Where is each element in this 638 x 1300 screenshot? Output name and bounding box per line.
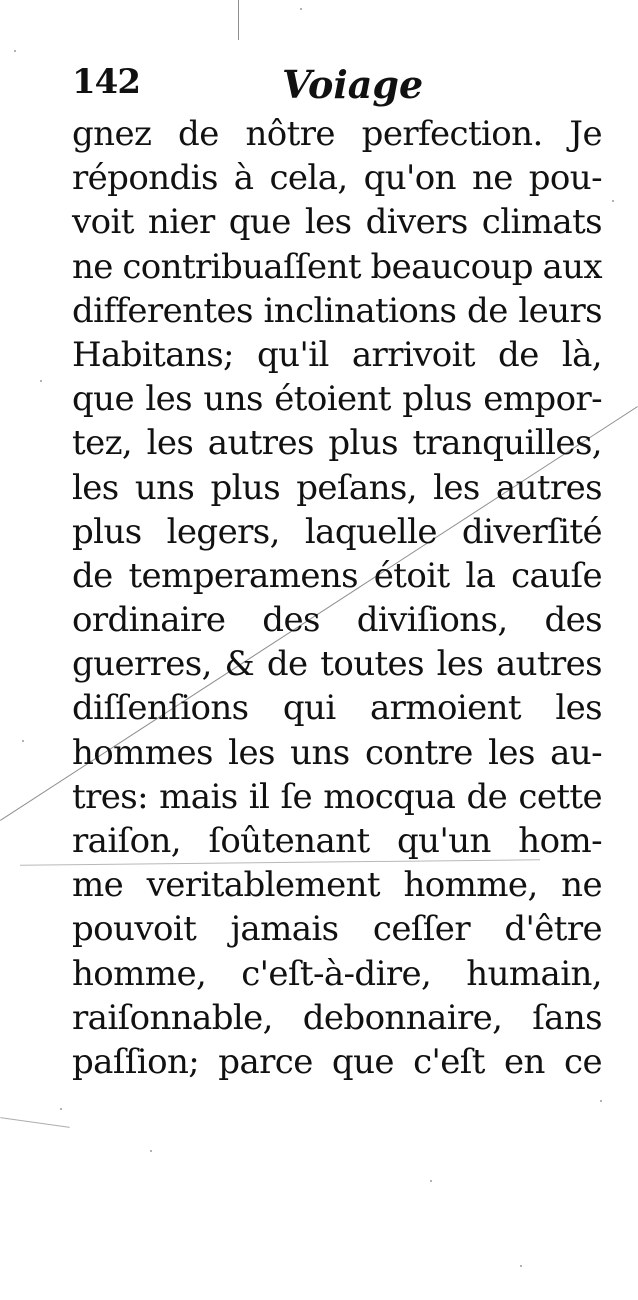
text-line: me veritablement homme, ne — [72, 865, 602, 906]
text-line: que les uns étoient plus empor- — [72, 379, 602, 420]
speck — [430, 1180, 432, 1182]
speck — [600, 1100, 602, 1102]
text-line: ordinaire des diviſions, des — [72, 600, 602, 641]
text-line: gnez de nôtre perfection. Je — [72, 114, 602, 154]
text-line: diſſenſions qui armoient les — [72, 688, 602, 729]
text-line: répondis à cela, qu'on ne pou- — [72, 158, 602, 199]
text-line: differentes inclinations de leurs — [72, 290, 602, 331]
text-line: homme, c'eſt-à-dire, humain, — [72, 953, 602, 994]
text-line: plus legers, laquelle diverſité — [72, 511, 602, 552]
speck — [22, 740, 24, 742]
speck — [612, 200, 614, 202]
speck — [520, 1265, 522, 1267]
text-line: raiſonnable, debonnaire, ſans — [72, 997, 602, 1038]
speck — [14, 50, 16, 52]
page-header — [72, 62, 602, 110]
running-head: Voiage — [282, 62, 424, 107]
text-line: guerres, & de toutes les autres — [72, 644, 602, 685]
scan-mark-top — [238, 0, 239, 40]
text-line: Habitans; qu'il arrivoit de là, — [72, 334, 602, 375]
text-line: les uns plus peſans, les autres — [72, 467, 602, 508]
text-line: pouvoit jamais ceſſer d'être — [72, 909, 602, 950]
text-line: tez, les autres plus tranquilles, — [72, 423, 602, 464]
text-line: hommes les uns contre les au- — [72, 732, 602, 773]
text-line: ne contribuaſſent beaucoup aux — [72, 246, 602, 287]
speck — [60, 1108, 62, 1110]
page-number: 142 — [72, 62, 140, 102]
text-line: de temperamens étoit la cauſe — [72, 555, 602, 596]
text-line: tres: mais il ſe mocqua de cette — [72, 776, 602, 817]
speck — [150, 1150, 152, 1152]
speck — [300, 8, 302, 10]
scan-mark-bottom — [0, 1117, 69, 1128]
body-text — [72, 112, 602, 1084]
text-line: paſſion; parce que c'eſt en ce — [72, 1041, 602, 1082]
speck — [40, 380, 42, 382]
text-line: raiſon, ſoûtenant qu'un hom- — [72, 821, 602, 861]
text-line: voit nier que les divers climats — [72, 202, 602, 243]
